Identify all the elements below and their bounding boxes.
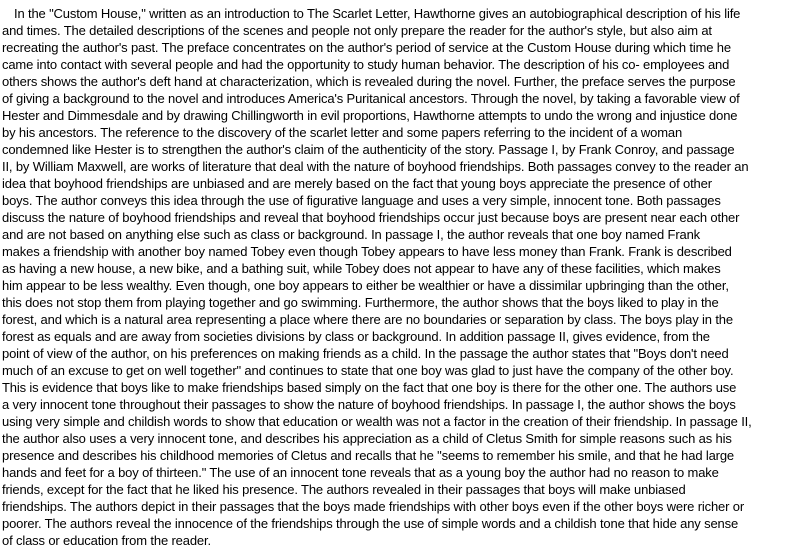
text-line: as having a new house, a new bike, and a bathing suit, while Tobey does not appear to have any of these facilities, which makes: [2, 261, 721, 276]
text-line: hands and feet for a boy of thirteen." The use of an innocent tone reveals that as a young boy the author had no reason to make: [2, 465, 719, 480]
text-line: poorer. The authors reveal the innocence of the friendships through the use of simple words and a childish tone that hide any sense: [2, 516, 739, 531]
text-line: forest as equals and are away from societies divisions by class or background. In addition passage II, gives evidence, from the: [2, 329, 710, 344]
text-line: recreating the author's past. The preface concentrates on the author's period of service at the Custom House during which time he: [2, 40, 731, 55]
text-line: II, by William Maxwell, are works of literature that deal with the nature of boyhood friendships. Both passages convey to the reader an: [2, 159, 749, 174]
text-line: makes a friendship with another boy named Tobey even though Tobey appears to have less money than Frank. Frank is described: [2, 244, 732, 259]
text-line: This is evidence that boys like to make friendships based simply on the fact that one boy is there for the other one. The authors use: [2, 380, 737, 395]
text-line: In the "Custom House," written as an introduction to The Scarlet Letter, Hawthorne gives an autobiographical description of his life: [14, 6, 741, 21]
text-line: of giving a background to the novel and introduces America's Puritanical ancestors. Through the novel, by taking a favorable view of: [2, 91, 740, 106]
text-line: him appear to be less wealthy. Even though, one boy appears to either be wealthier or have a dissimilar upbringing than the other,: [2, 278, 729, 293]
text-line: using very simple and childish words to show that education or wealth was not a factor in the creation of their friendship. In passage II,: [2, 414, 752, 429]
text-line: others shows the author's deft hand at characterization, which is revealed during the novel. Further, the preface serves the purpose: [2, 74, 736, 89]
text-line: friendships. The authors depict in their passages that the boys made friendships with other boys even if the other boys were richer or: [2, 499, 745, 514]
text-line: and are not based on anything else such as class or background. In passage I, the author reveals that one boy named Frank: [2, 227, 701, 242]
text-line: came into contact with several people and had the opportunity to study human behavior. The description of his co- employees and: [2, 57, 730, 72]
text-line: the author also uses a very innocent tone, and describes his appreciation as a child of Cletus Smith for simple reasons such as his: [2, 431, 732, 446]
text-line: of class or education from the reader.: [2, 533, 211, 548]
text-line: much of an excuse to get on well together" and continues to state that one boy was glad to just have the company of the other boy.: [2, 363, 734, 378]
text-line: by his ancestors. The reference to the discovery of the scarlet letter and some papers referring to the incident of a woman: [2, 125, 683, 140]
text-line: boys. The author conveys this idea through the use of figurative language and uses a very simple, innocent tone. Both passages: [2, 193, 721, 208]
text-line: friends, except for the fact that he liked his presence. The authors revealed in their passages that boys will make unbiased: [2, 482, 686, 497]
text-line: and times. The detailed descriptions of the scenes and people not only prepare the reader for the author's style, but also aim at: [2, 23, 712, 38]
text-line: presence and describes his childhood memories of Cletus and recalls that he "seems to remember his smile, and that he had large: [2, 448, 735, 463]
text-line: forest, and which is a natural area representing a place where there are no boundaries or separation by class. The boys play in the: [2, 312, 733, 327]
text-line: condemned like Hester is to strengthen the author's claim of the authenticity of the story. Passage I, by Frank Conroy, and passage: [2, 142, 735, 157]
text-line: discuss the nature of boyhood friendships and reveal that boyhood friendships occur just because boys are present near each other: [2, 210, 740, 225]
text-line: this does not stop them from playing together and go swimming. Furthermore, the author shows that the boys liked to play in the: [2, 295, 719, 310]
text-line: point of view of the author, on his preferences on making friends as a child. In the passage the author states that "Boys don't need: [2, 346, 729, 361]
text-line: a very innocent tone throughout their passages to show the nature of boyhood friendships. In passage I, the author shows the boys: [2, 397, 736, 412]
text-line: Hester and Dimmesdale and by drawing Chillingworth in evil proportions, Hawthorne attempts to undo the wrong and injustice done: [2, 108, 738, 123]
text-line: idea that boyhood friendships are unbiased and are merely based on the fact that young boys appreciate the presence of other: [2, 176, 712, 191]
